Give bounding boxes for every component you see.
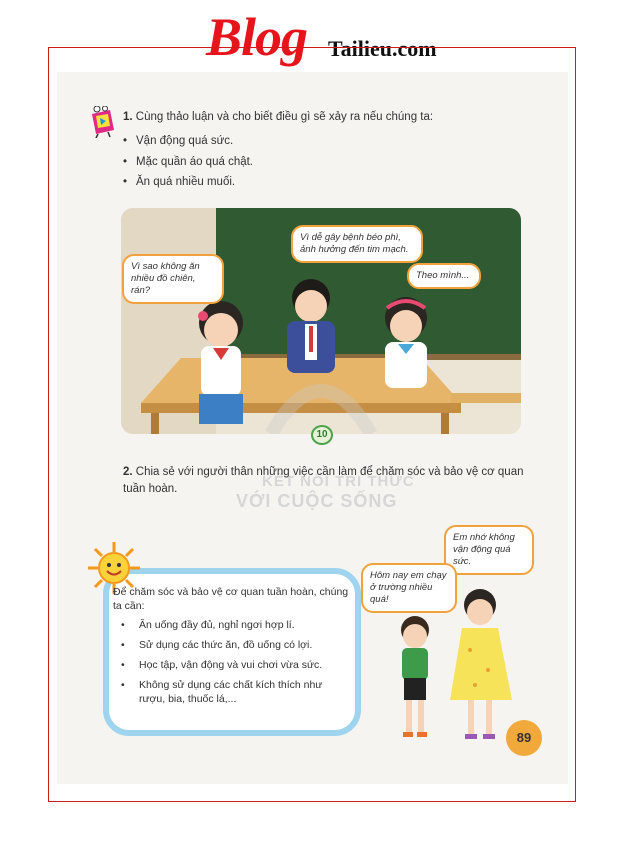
speech-bubble-boy: Hôm nay em chạy ở trường nhiều quá! (361, 563, 457, 613)
watermark-sub: VỚI CUỘC SỐNG (236, 491, 398, 511)
speech-bubble-reply: Theo mình... (407, 263, 481, 289)
illustration-marker: 10 (311, 425, 333, 445)
question-2-number: 2. (123, 466, 133, 478)
note-intro: Để chăm sóc và bảo vệ cơ quan tuần hoàn, chúng ta cần: (113, 586, 349, 612)
bullet-item: • Vận động quá sức. (123, 131, 253, 152)
speech-bubble-question: Vì sao không ăn nhiều đồ chiên, rán? (122, 254, 224, 304)
watermark-label: KẾT NỐI TRI THỨC (262, 473, 415, 490)
discussion-icon (88, 106, 118, 138)
logo-blog-text: Blog (206, 7, 308, 67)
question-1-text: Cùng thảo luận và cho biết điều gì sẽ xảy ra nếu chúng ta: (135, 111, 434, 123)
page-number-badge: 89 (506, 720, 542, 756)
speech-bubble-answer: Vì dễ gây bệnh béo phì, ảnh hưởng đến tim mạch. (291, 225, 423, 263)
question-1-number: 1. (123, 111, 133, 123)
question-1-bullets (123, 131, 253, 193)
note-item: • Không sử dụng các chất kích thích như rượu, bia, thuốc lá,... (121, 678, 351, 706)
note-item: • Học tập, vận động và vui chơi vừa sức. (121, 658, 351, 672)
question-2-text: Chia sẻ với người thân những việc cần làm để chăm sóc và bảo vệ cơ quan tuần hoàn. (123, 466, 524, 495)
bullet-item: • Ăn quá nhiều muối. (123, 172, 253, 193)
logo-site-text: Tailieu.com (328, 36, 437, 61)
question-1 (123, 111, 433, 123)
note-item: • Sử dụng các thức ăn, đồ uống có lợi. (121, 638, 351, 652)
note-item: • Ăn uống đầy đủ, nghỉ ngơi hợp lí. (121, 618, 351, 632)
speech-bubble-girl: Em nhớ không vận động quá sức. (444, 525, 534, 575)
bullet-item: • Mặc quần áo quá chật. (123, 152, 253, 173)
note-list (121, 618, 351, 712)
question-2 (123, 464, 533, 498)
